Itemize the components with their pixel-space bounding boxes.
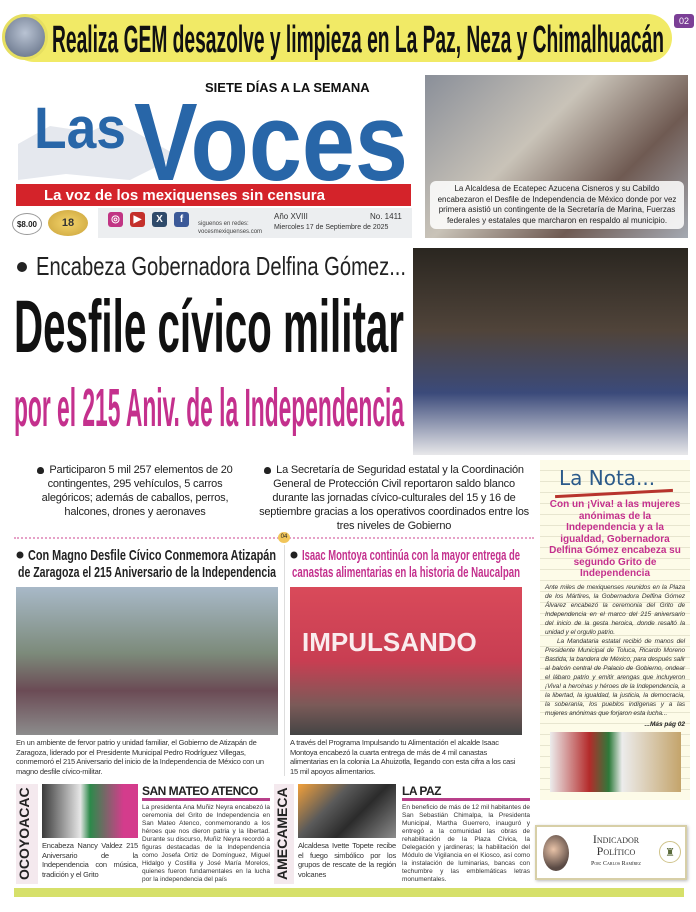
column-title-line: Político <box>596 844 636 858</box>
slogan: La voz de los mexiquenses sin censura <box>44 187 325 204</box>
bullet-text: La Secretaría de Seguridad estatal y la Coordinación General de Protección Civil reportaron saldo blanco durante las jornadas cívico-culturales del 15 y 16 de septiembre gracias a los operativos coordinados entre los tres niveles de Gobierno <box>259 464 529 532</box>
naucalpan-delivery-photo <box>290 587 522 735</box>
headline-line-2: canastas alimentarias en la historia de Naucalpan <box>292 564 520 581</box>
headline-line-1: Isaac Montoya continúa con la mayor entrega de <box>302 547 520 564</box>
story-caption: En un ambiente de fervor patrio y unidad familiar, el Gobierno de Atizapán de Zaragoza, liderado por el Presidente Municipal Pedro Rodríguez Villegas, conmemoró el 215 Aniversario del inicio de la Independencia de México con un magno desfile cívico-militar. <box>16 738 264 776</box>
logo <box>30 94 412 182</box>
banner-headline[interactable]: Realiza GEM desazolve y limpieza en La Paz, Neza y Chimalhuacán <box>52 19 664 60</box>
photo-sign-text: IMPULSANDO <box>302 627 477 657</box>
lead-bullet-1 <box>22 463 248 519</box>
story-naucalpan[interactable] <box>284 545 524 776</box>
nota-paragraph: La Mandataria estatal recibió de manos del Presidente Municipal de Toluca, Ricardo Moreno Bastida, la bandera de México, para después salir al balcón central de Palacio de Gobierno, ondear el lábaro patrio y emitir arengas que incluyeron ¡Viva! a heroínas y héroes de la Independencia, a la libertad, la igualdad, la justicia, la democracia, la soberanía, los pueblos indígenas y a las mujeres anónimas que forjaron esta lucha... <box>545 637 685 717</box>
bullet-icon <box>291 552 298 559</box>
nota-more-link[interactable]: ...Más pág 02 <box>644 720 685 728</box>
indicador-politico-column[interactable] <box>535 825 687 880</box>
bullet-icon <box>37 467 44 474</box>
page-badge: 02 <box>674 14 694 28</box>
municipality-label: OCOYOACAC <box>16 784 38 884</box>
price-badge: $8.00 <box>12 213 42 235</box>
columnist-avatar <box>543 835 569 871</box>
banner-photo <box>2 14 48 60</box>
atizapan-parade-photo <box>16 587 278 735</box>
governor-flag-photo <box>550 732 681 792</box>
emblem-icon: ♜ <box>659 841 681 863</box>
nota-headline[interactable]: Con un ¡Viva! a las mujeres anónimas de la Independencia y a la igualdad, Gobernadora Delfina Gómez encabeza su segundo Grito de Independencia <box>549 499 681 579</box>
lead-kicker <box>14 250 408 282</box>
lead-bullet-2 <box>254 463 534 533</box>
facebook-icon[interactable]: f <box>174 212 189 227</box>
nota-title: La Nota... <box>559 466 656 490</box>
governor-salute-photo <box>413 248 688 455</box>
edition-info-bar <box>98 208 412 238</box>
story-atizapan[interactable] <box>16 545 278 776</box>
top-photo-caption: La Alcaldesa de Ecatepec Azucena Cisneros y su Cabildo encabezaron el Desfile de Independencia de México donde por vez primera asistió un contingente de la Secretaría de Marina, Fuerzas federales y estatales que marcharon en respaldo al municipio. <box>430 181 684 229</box>
column-author: Por: Carlos Ramírez <box>590 861 641 867</box>
bullet-icon <box>17 552 24 559</box>
brief-title: LA PAZ <box>402 784 530 801</box>
page-ref-badge: 04 <box>278 532 290 543</box>
banner-headline-svg[interactable] <box>52 16 666 60</box>
website-link[interactable]: vocesmexiquenses.com <box>198 229 263 235</box>
column-title-line: Indicador <box>592 832 640 846</box>
nota-body <box>545 583 685 718</box>
column-title <box>575 833 657 857</box>
ocoyoacac-photo <box>42 784 138 838</box>
nota-underline <box>555 489 673 498</box>
amecameca-photo <box>298 784 396 838</box>
youtube-icon[interactable]: ▶ <box>130 212 145 227</box>
municipality-label: AMECAMECA <box>274 784 294 884</box>
issue-number: No. 1411 <box>370 212 402 221</box>
nota-paragraph: Ante miles de mexiquenses reunidos en la Plaza de los Mártires, la Gobernadora Delfina Gómez Álvarez encabezó la ceremonia del Grito de Independencia en el marco del 215 aniversario del inicio de la gesta heroica, donde resaltó la unidad y el orgullo patrio. <box>545 583 685 636</box>
headline-line-2: de Zaragoza el 215 Aniversario de la Independencia <box>18 564 277 581</box>
story-headline[interactable] <box>16 545 278 581</box>
brief-title: SAN MATEO ATENCO <box>142 784 270 801</box>
logo-voces: Voces <box>134 94 408 182</box>
lead-headline[interactable]: Desfile cívico militar <box>14 286 404 362</box>
instagram-icon[interactable]: ◎ <box>108 212 123 227</box>
brief-body: La presidenta Ana Muñiz Neyra encabezó la ceremonia del Grito de Independencia en San Mateo Atenco, conmemorando a los héroes que nos dieron patria y la libertad. Durante su discurso, Muñiz Neyra recordó a figuras destacadas de la Independencia como Josefa Ortiz de Domínguez, Miguel Hidalgo y Costilla y José María Morelos, quienes fueron fundamentales en la lucha por la independencia del país <box>142 804 270 883</box>
edition-date: Miercoles 17 de Septiembre de 2025 <box>274 224 389 231</box>
brief-amecameca[interactable] <box>274 784 532 886</box>
bullet-icon <box>17 262 27 272</box>
footer-strip <box>14 888 684 897</box>
headline-line-1: Con Magno Desfile Cívico Conmemora Atizapán <box>28 547 276 564</box>
bullet-text: Participaron 5 mil 257 elementos de 20 contingentes, 295 vehículos, 5 carros alegóricos; además de caballos, perros, halcones, drones y aeronaves <box>41 464 233 518</box>
story-caption: A través del Programa Impulsando tu Alimentación el alcalde Isaac Montoya encabezó la cuarta entrega de más de 4 mil canastas alimentarias en la colonia La Ahuizotla, llegando con esta cifra a los casi 15 mil apoyos alimentarios. <box>290 738 516 776</box>
follow-text <box>198 220 268 236</box>
anniversary-badge: 18 <box>48 210 88 236</box>
brief-caption: Encabeza Nancy Valdez 215 Aniversario de la Independencia con música, tradición y el Grito <box>42 841 138 879</box>
story-headline[interactable] <box>290 545 522 581</box>
lead-subheadline-svg[interactable] <box>12 378 408 436</box>
bullet-icon <box>264 467 271 474</box>
logo-las: Las <box>34 96 126 161</box>
lead-subheadline[interactable]: por el 215 Aniv. de la Independencia <box>14 378 405 436</box>
follow-label: siguenos en redes: <box>198 221 249 227</box>
section-divider <box>14 537 534 539</box>
la-nota-box[interactable] <box>540 460 690 800</box>
masthead-tagline: SIETE DÍAS A LA SEMANA <box>205 80 370 95</box>
brief-body: En beneficio de más de 12 mil habitantes de San Sebastián Chimalpa, la Presidenta Municipal, Martha Guerrero, inauguró y entregó a la comunidad las obras de rehabilitación de la Plaza Cívica, la Delegación y jardineras; la habilitación del Módulo de Vigilancia en el Kiosco, así como la instalación de luminarias, bancas con techumbre y las emblemáticas letras monumentales. <box>402 804 530 883</box>
brief-caption: Alcaldesa Ivette Topete recibe el fuego simbólico por los grupos de rescate de la región volcanes <box>298 841 396 879</box>
kicker-text[interactable]: Encabeza Gobernadora Delfina Gómez... <box>36 251 406 281</box>
x-icon[interactable]: X <box>152 212 167 227</box>
edition-year: Año XVIII <box>274 212 308 221</box>
brief-ocoyoacac[interactable] <box>14 784 272 886</box>
lead-headline-svg[interactable] <box>12 286 408 362</box>
